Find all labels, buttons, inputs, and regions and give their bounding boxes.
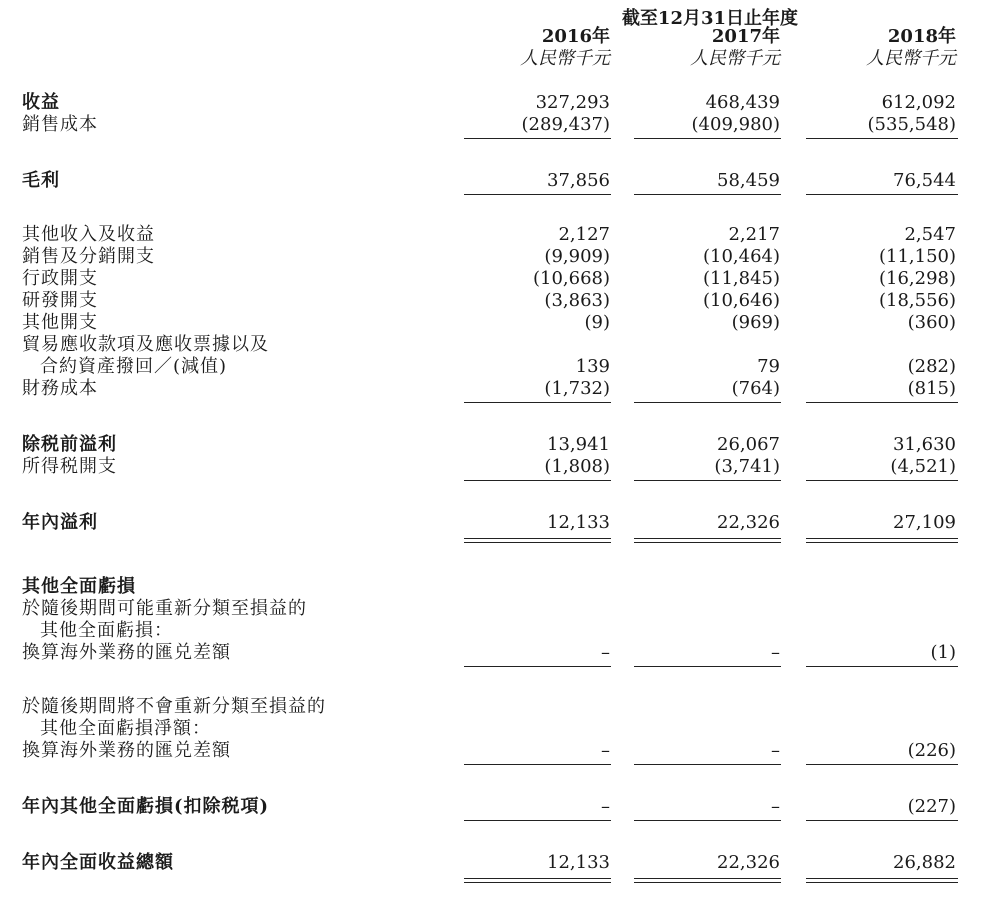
row-label: 於隨後期間可能重新分類至損益的 (22, 598, 307, 619)
row-label: 其他開支 (22, 312, 98, 333)
row-label: 其他全面虧損： (40, 620, 173, 641)
row-value: 22,326 (717, 852, 780, 873)
underline (806, 764, 958, 765)
double-underline (464, 878, 611, 883)
underline (806, 138, 958, 139)
row-label: 年內全面收益總額 (22, 852, 174, 873)
column-year: 2017年 (711, 26, 780, 47)
row-label: 其他全面虧損 (22, 576, 136, 597)
row-value: 327,293 (535, 92, 610, 113)
row-label: 換算海外業務的匯兑差額 (22, 642, 231, 663)
row-label: 毛利 (22, 170, 60, 191)
row-value: 76,544 (893, 170, 956, 191)
row-value: (10,464) (702, 246, 780, 267)
row-value: 139 (575, 356, 610, 377)
column-header-2018 (796, 26, 956, 70)
column-header-2017 (620, 26, 780, 70)
underline (464, 480, 611, 481)
row-value: 2,127 (558, 224, 610, 245)
underline (634, 764, 781, 765)
row-value: 37,856 (547, 170, 610, 191)
row-value: (226) (907, 740, 956, 761)
underline (464, 820, 611, 821)
row-label: 年內其他全面虧損(扣除税項) (22, 796, 270, 817)
row-value: – (601, 796, 610, 817)
row-value: – (771, 740, 780, 761)
row-label: 除税前溢利 (22, 434, 117, 455)
double-underline (634, 538, 781, 543)
underline (806, 402, 958, 403)
column-unit: 人民幣千元 (866, 48, 956, 69)
row-label: 其他收入及收益 (22, 224, 155, 245)
row-label: 貿易應收款項及應收票據以及 (22, 334, 269, 355)
underline (634, 138, 781, 139)
row-value: 612,092 (881, 92, 956, 113)
row-label: 銷售及分銷開支 (22, 246, 155, 267)
underline (634, 402, 781, 403)
row-value: – (771, 796, 780, 817)
row-value: (11,845) (702, 268, 780, 289)
row-value: (289,437) (521, 114, 610, 135)
underline (634, 194, 781, 195)
row-value: (3,741) (714, 456, 780, 477)
row-label: 銷售成本 (22, 114, 98, 135)
column-header-2016 (450, 26, 610, 70)
row-value: 468,439 (705, 92, 780, 113)
row-value: 26,067 (717, 434, 780, 455)
underline (634, 820, 781, 821)
row-value: (1) (930, 642, 956, 663)
row-value: 2,217 (728, 224, 780, 245)
row-value: (10,646) (702, 290, 780, 311)
underline (464, 666, 611, 667)
row-value: (10,668) (532, 268, 610, 289)
underline (806, 820, 958, 821)
row-value: 31,630 (893, 434, 956, 455)
row-label: 所得税開支 (22, 456, 117, 477)
row-value: – (601, 740, 610, 761)
row-value: 2,547 (904, 224, 956, 245)
column-year: 2016年 (541, 26, 610, 47)
underline (806, 194, 958, 195)
row-value: (4,521) (890, 456, 956, 477)
row-value: 22,326 (717, 512, 780, 533)
underline (634, 480, 781, 481)
row-value: 26,882 (893, 852, 956, 873)
row-value: (764) (731, 378, 780, 399)
row-value: (16,298) (878, 268, 956, 289)
underline (806, 666, 958, 667)
row-label: 年內溢利 (22, 512, 98, 533)
column-year: 2018年 (887, 26, 956, 47)
row-value: (535,548) (867, 114, 956, 135)
double-underline (634, 878, 781, 883)
row-value: 27,109 (893, 512, 956, 533)
row-value: (9) (584, 312, 610, 333)
underline (464, 194, 611, 195)
double-underline (464, 538, 611, 543)
double-underline (806, 538, 958, 543)
column-unit: 人民幣千元 (520, 48, 610, 69)
row-value: 12,133 (547, 512, 610, 533)
row-label: 研發開支 (22, 290, 98, 311)
row-value: – (601, 642, 610, 663)
row-value: (815) (907, 378, 956, 399)
row-value: (9,909) (544, 246, 610, 267)
row-label: 於隨後期間將不會重新分類至損益的 (22, 696, 326, 717)
row-label: 收益 (22, 92, 60, 113)
double-underline (806, 878, 958, 883)
row-label: 財務成本 (22, 378, 98, 399)
row-value: (227) (907, 796, 956, 817)
row-value: 79 (757, 356, 780, 377)
row-label: 合約資產撥回／(減值) (40, 356, 228, 377)
row-value: 12,133 (547, 852, 610, 873)
row-value: 58,459 (717, 170, 780, 191)
row-value: (1,808) (544, 456, 610, 477)
row-value: (409,980) (691, 114, 780, 135)
row-value: (282) (907, 356, 956, 377)
row-value: (969) (731, 312, 780, 333)
underline (634, 666, 781, 667)
row-value: – (771, 642, 780, 663)
row-value: (18,556) (878, 290, 956, 311)
row-value: (3,863) (544, 290, 610, 311)
row-value: 13,941 (547, 434, 610, 455)
underline (806, 480, 958, 481)
row-value: (1,732) (544, 378, 610, 399)
underline (464, 764, 611, 765)
row-label: 換算海外業務的匯兑差額 (22, 740, 231, 761)
row-value: (360) (907, 312, 956, 333)
row-label: 其他全面虧損淨額： (40, 718, 211, 739)
underline (464, 138, 611, 139)
row-label: 行政開支 (22, 268, 98, 289)
row-value: (11,150) (878, 246, 956, 267)
underline (464, 402, 611, 403)
period-header: 截至12月31日止年度 (621, 8, 799, 29)
column-unit: 人民幣千元 (690, 48, 780, 69)
